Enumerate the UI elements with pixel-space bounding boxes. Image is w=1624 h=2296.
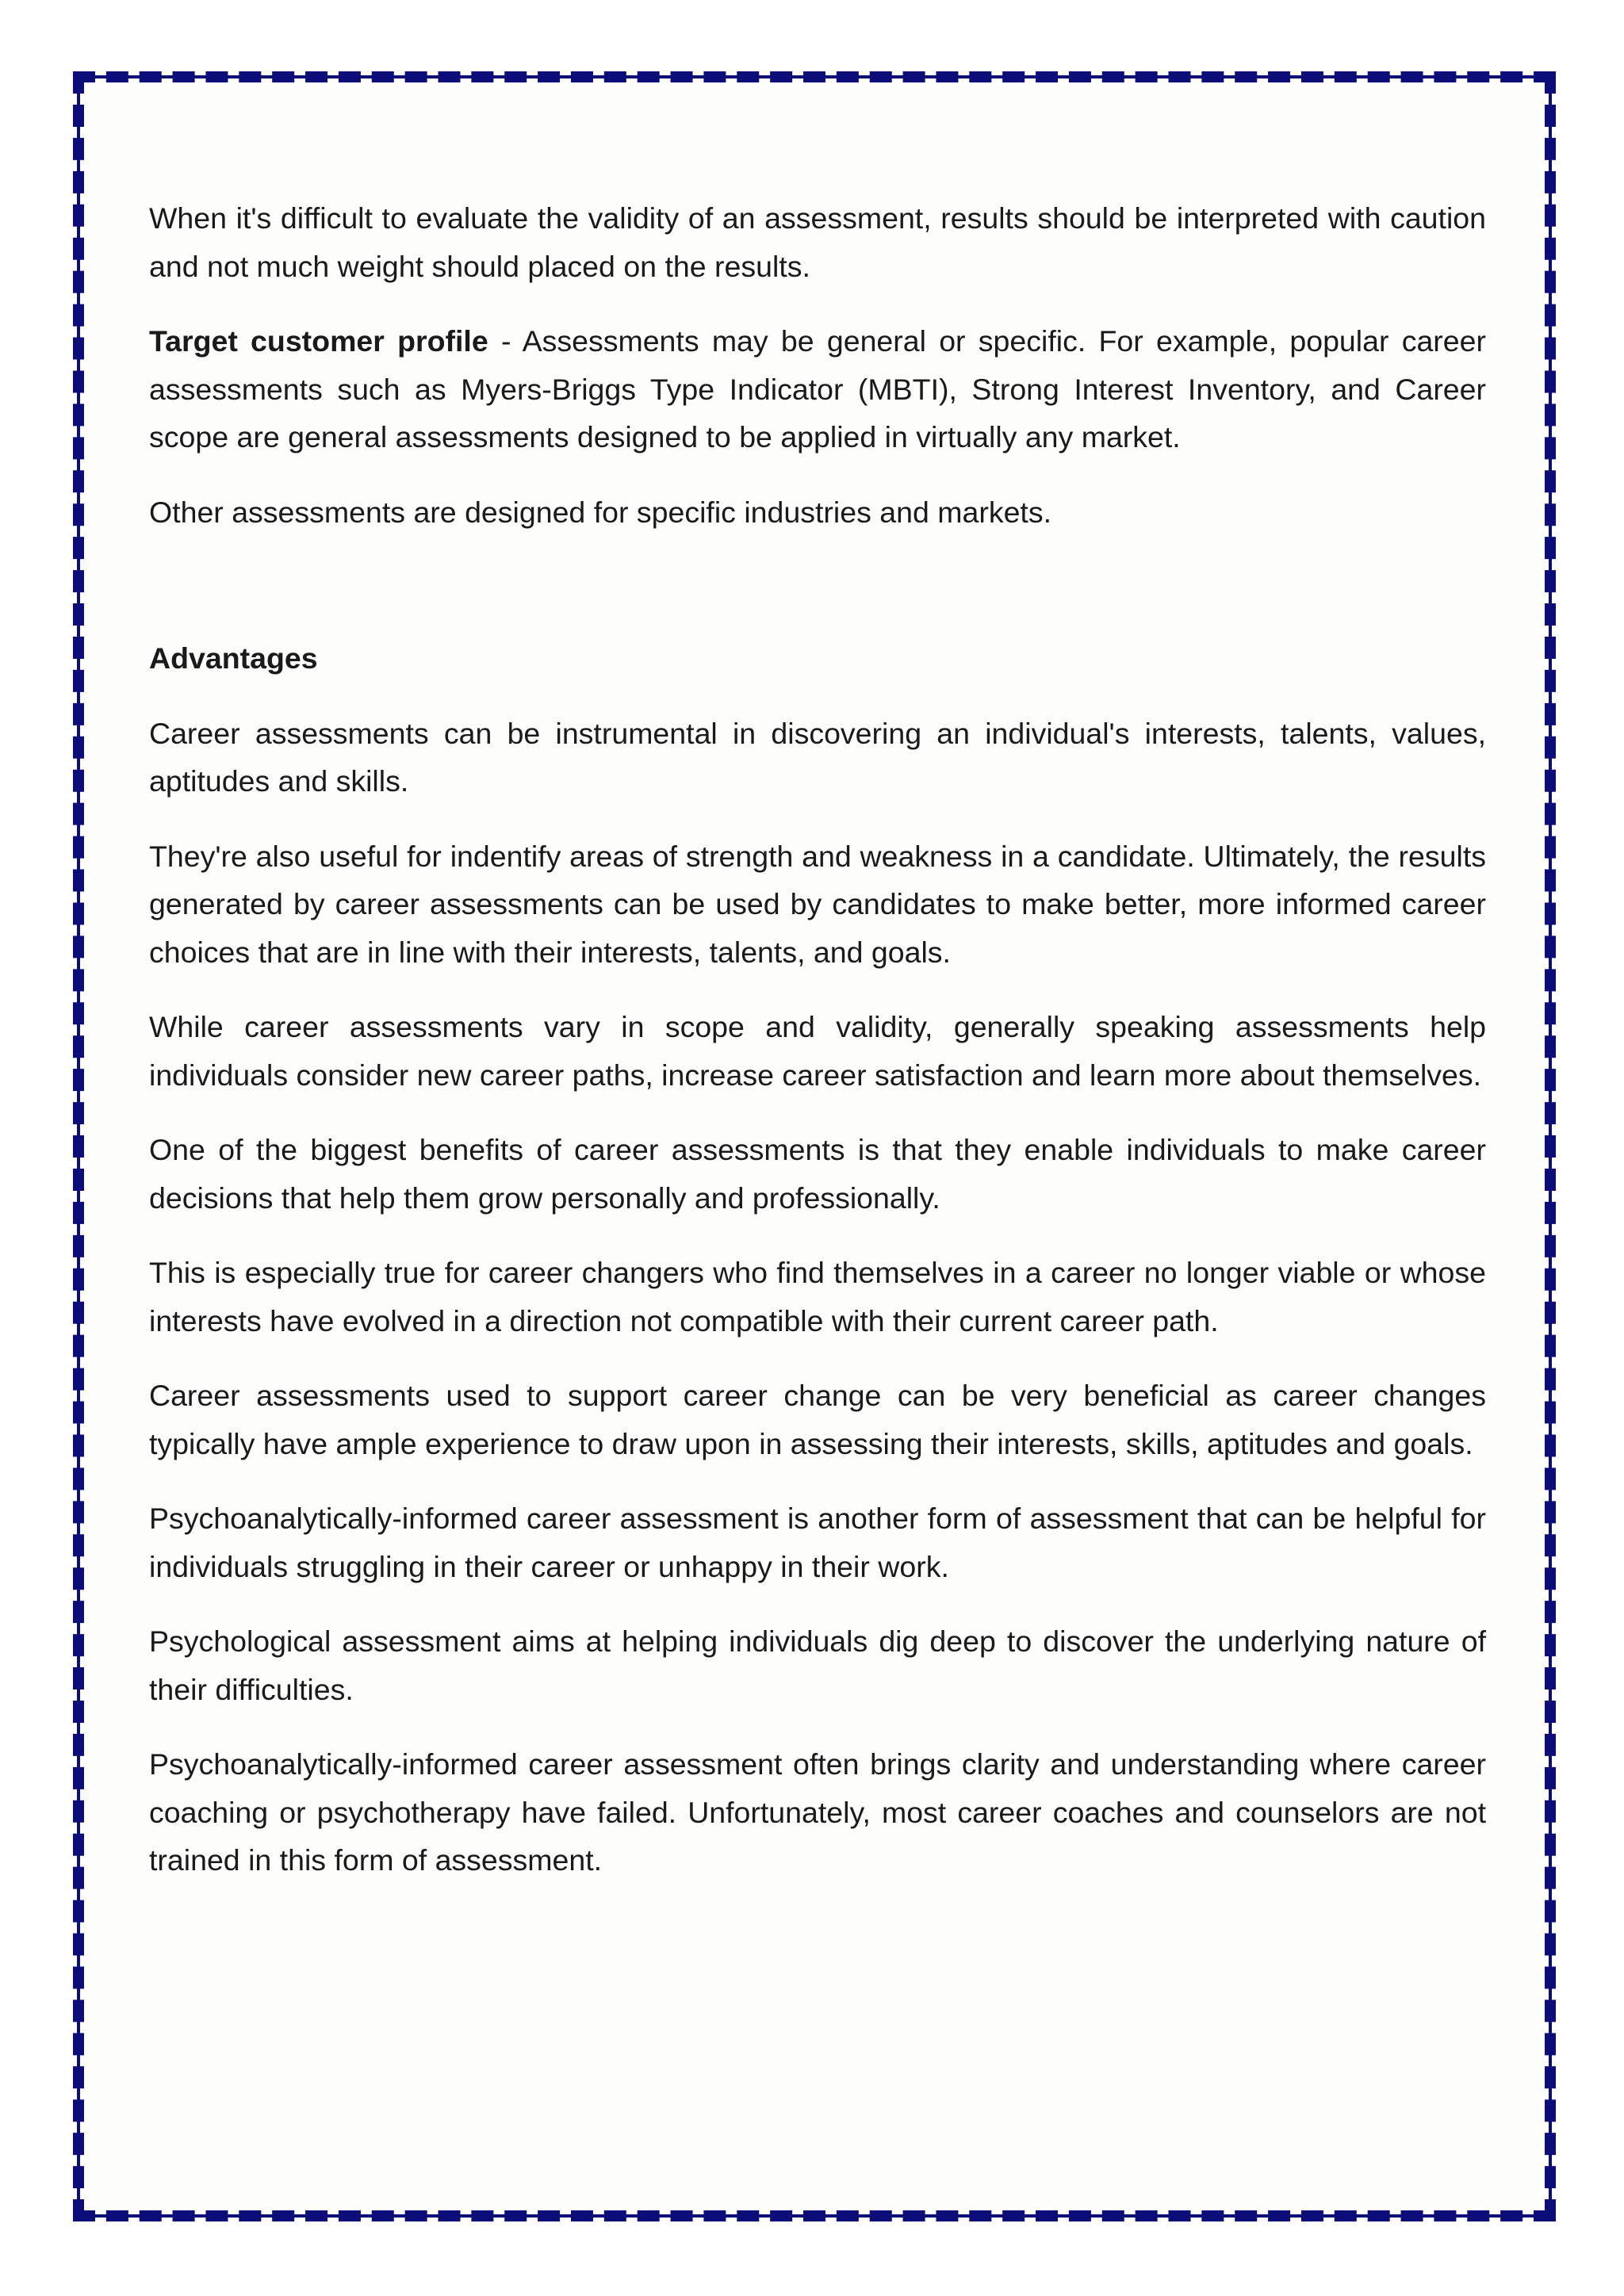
advantages-paragraph: While career assessments vary in scope and validity, generally speaking assessments help individuals consider new career paths, increase career satisfaction and learn more about themselves. — [149, 1010, 1486, 1092]
page-content — [149, 194, 1486, 1911]
advantages-paragraph: One of the biggest benefits of career assessments is that they enable individuals to make career decisions that help them grow personally and professionally. — [149, 1133, 1486, 1215]
other-assessments-paragraph: Other assessments are designed for specific industries and markets. — [149, 495, 1052, 529]
target-customer-paragraph — [149, 317, 1486, 461]
advantages-paragraph: They're also useful for indentify areas of strength and weakness in a candidate. Ultimately, the results generated by career assessments can be used by candidates to make better, more informed career choices that are in line with their interests, talents, and goals. — [149, 839, 1486, 969]
target-customer-label: Target customer profile — [149, 324, 488, 358]
advantages-paragraph: This is especially true for career changers who find themselves in a career no longer viable or whose interests have evolved in a direction not compatible with their current career path. — [149, 1256, 1486, 1337]
advantages-paragraph: Psychoanalytically-informed career assessment is another form of assessment that can be helpful for individuals struggling in their career or unhappy in their work. — [149, 1502, 1486, 1583]
advantages-paragraph: Psychoanalytically-informed career assessment often brings clarity and understanding where career coaching or psychotherapy have failed. Unfortunately, most career coaches and counselors are not trained in this form of assessment. — [149, 1747, 1486, 1877]
section-spacer — [149, 563, 1486, 634]
intro-paragraph: When it's difficult to evaluate the validity of an assessment, results should be interpreted with caution and not much weight should placed on the results. — [149, 201, 1486, 283]
target-customer-text: - Assessments may be general or specific. For example, popular career assessments such as Myers-Briggs Type Indicator (MBTI), Strong Interest Inventory, and Career scope are general assessments designed to be applied in virtually any market. — [149, 324, 1486, 453]
advantages-paragraph: Career assessments can be instrumental in discovering an individual's interests, talents, values, aptitudes and skills. — [149, 716, 1486, 798]
advantages-heading: Advantages — [149, 641, 318, 675]
advantages-paragraph: Psychological assessment aims at helping individuals dig deep to discover the underlying nature of their difficulties. — [149, 1624, 1486, 1706]
advantages-paragraph: Career assessments used to support career change can be very beneficial as career changes typically have ample experience to draw upon in assessing their interests, skills, aptitudes and goals. — [149, 1379, 1486, 1460]
